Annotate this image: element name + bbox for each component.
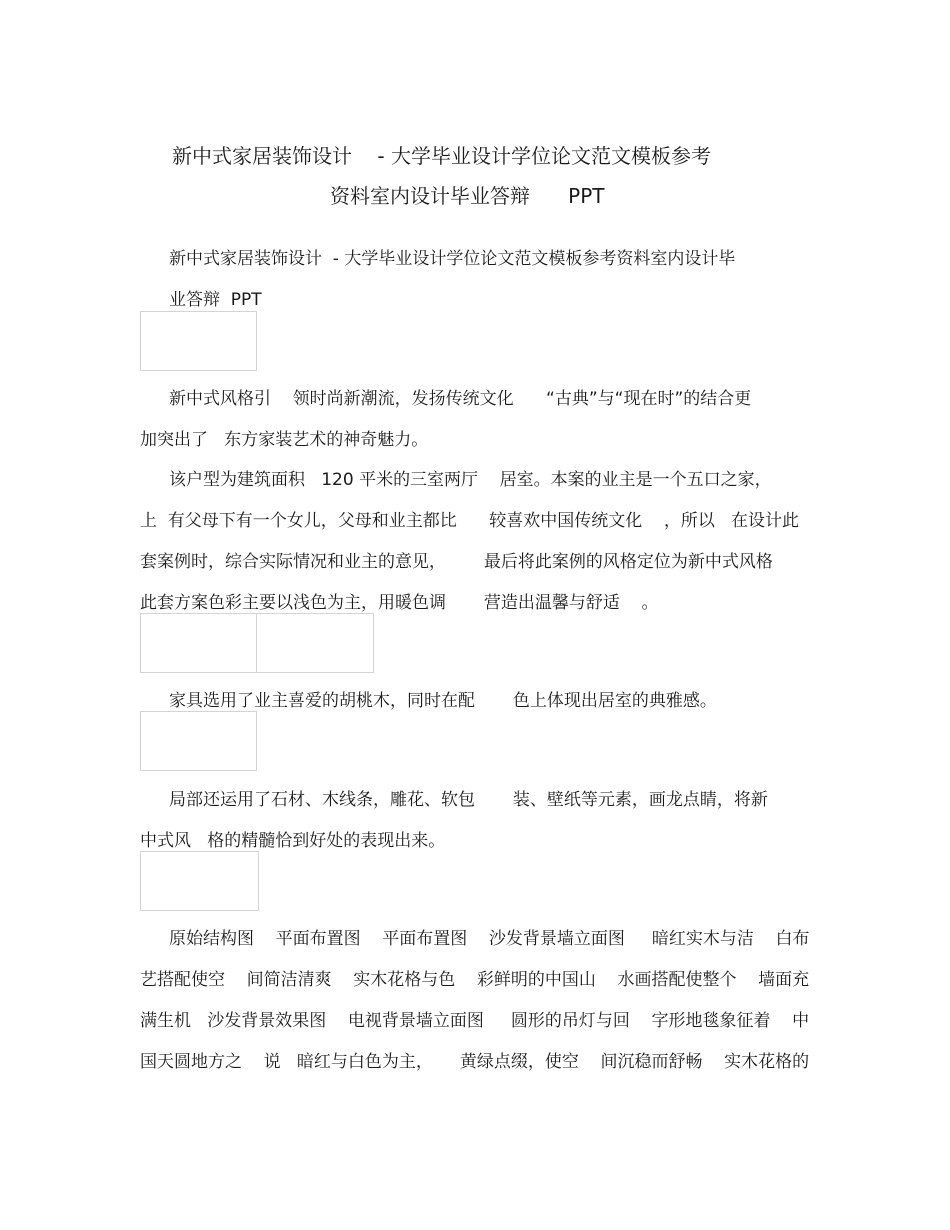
- image-placeholder-1: [140, 311, 257, 371]
- paragraph-5-line-2: 艺搭配使空 间简洁清爽 实木花格与色 彩鲜明的中国山 水画搭配使整个 墙面充: [140, 970, 810, 990]
- paragraph-2-line-2: 上 有父母下有一个女儿，父母和业主都比 较喜欢中国传统文化 ，所以 在设计此: [140, 511, 800, 531]
- image-placeholder-2: [140, 613, 257, 673]
- title-line-2: 资料室内设计毕业答辩 PPT: [330, 184, 605, 208]
- paragraph-4-line-1: 局部还运用了石材、木线条，雕花、软包 装、壁纸等元素，画龙点睛，将新: [169, 790, 768, 810]
- image-placeholder-5: [140, 851, 259, 911]
- paragraph-1-line-2: 加突出了 东方家装艺术的神奇魅力。: [140, 430, 429, 450]
- paragraph-1-line-1: 新中式风格引 领时尚新潮流，发扬传统文化 “古典”与“现在时”的结合更: [169, 389, 752, 409]
- subtitle-line-2: 业答辩 PPT: [169, 290, 262, 310]
- image-placeholder-4: [140, 711, 257, 771]
- title-line-1: 新中式家居装饰设计 - 大学毕业设计学位论文范文模板参考: [172, 144, 712, 168]
- paragraph-5-line-4: 国天圆地方之 说 暗红与白色为主， 黄绿点缀，使空 间沉稳而舒畅 实木花格的: [140, 1052, 810, 1072]
- paragraph-5-line-1: 原始结构图 平面布置图 平面布置图 沙发背景墙立面图 暗红实木与洁 白布: [169, 929, 810, 949]
- image-placeholder-3: [256, 613, 374, 673]
- subtitle-line-1: 新中式家居装饰设计 - 大学毕业设计学位论文范文模板参考资料室内设计毕: [169, 249, 736, 269]
- paragraph-5-line-3: 满生机 沙发背景效果图 电视背景墙立面图 圆形的吊灯与回 字形地毯象征着 中: [140, 1011, 810, 1031]
- paragraph-3-line-1: 家具选用了业主喜爱的胡桃木，同时在配 色上体现出居室的典雅感。: [169, 691, 717, 711]
- paragraph-2-line-1: 该户型为建筑面积 120 平米的三室两厅 居室。本案的业主是一个五口之家，: [169, 470, 772, 490]
- paragraph-2-line-4: 此套方案色彩主要以浅色为主，用暖色调 营造出温馨与舒适 。: [140, 593, 659, 613]
- paragraph-4-line-2: 中式风 格的精髓恰到好处的表现出来。: [140, 831, 446, 851]
- paragraph-2-line-3: 套案例时，综合实际情况和业主的意见， 最后将此案例的风格定位为新中式风格: [140, 552, 773, 572]
